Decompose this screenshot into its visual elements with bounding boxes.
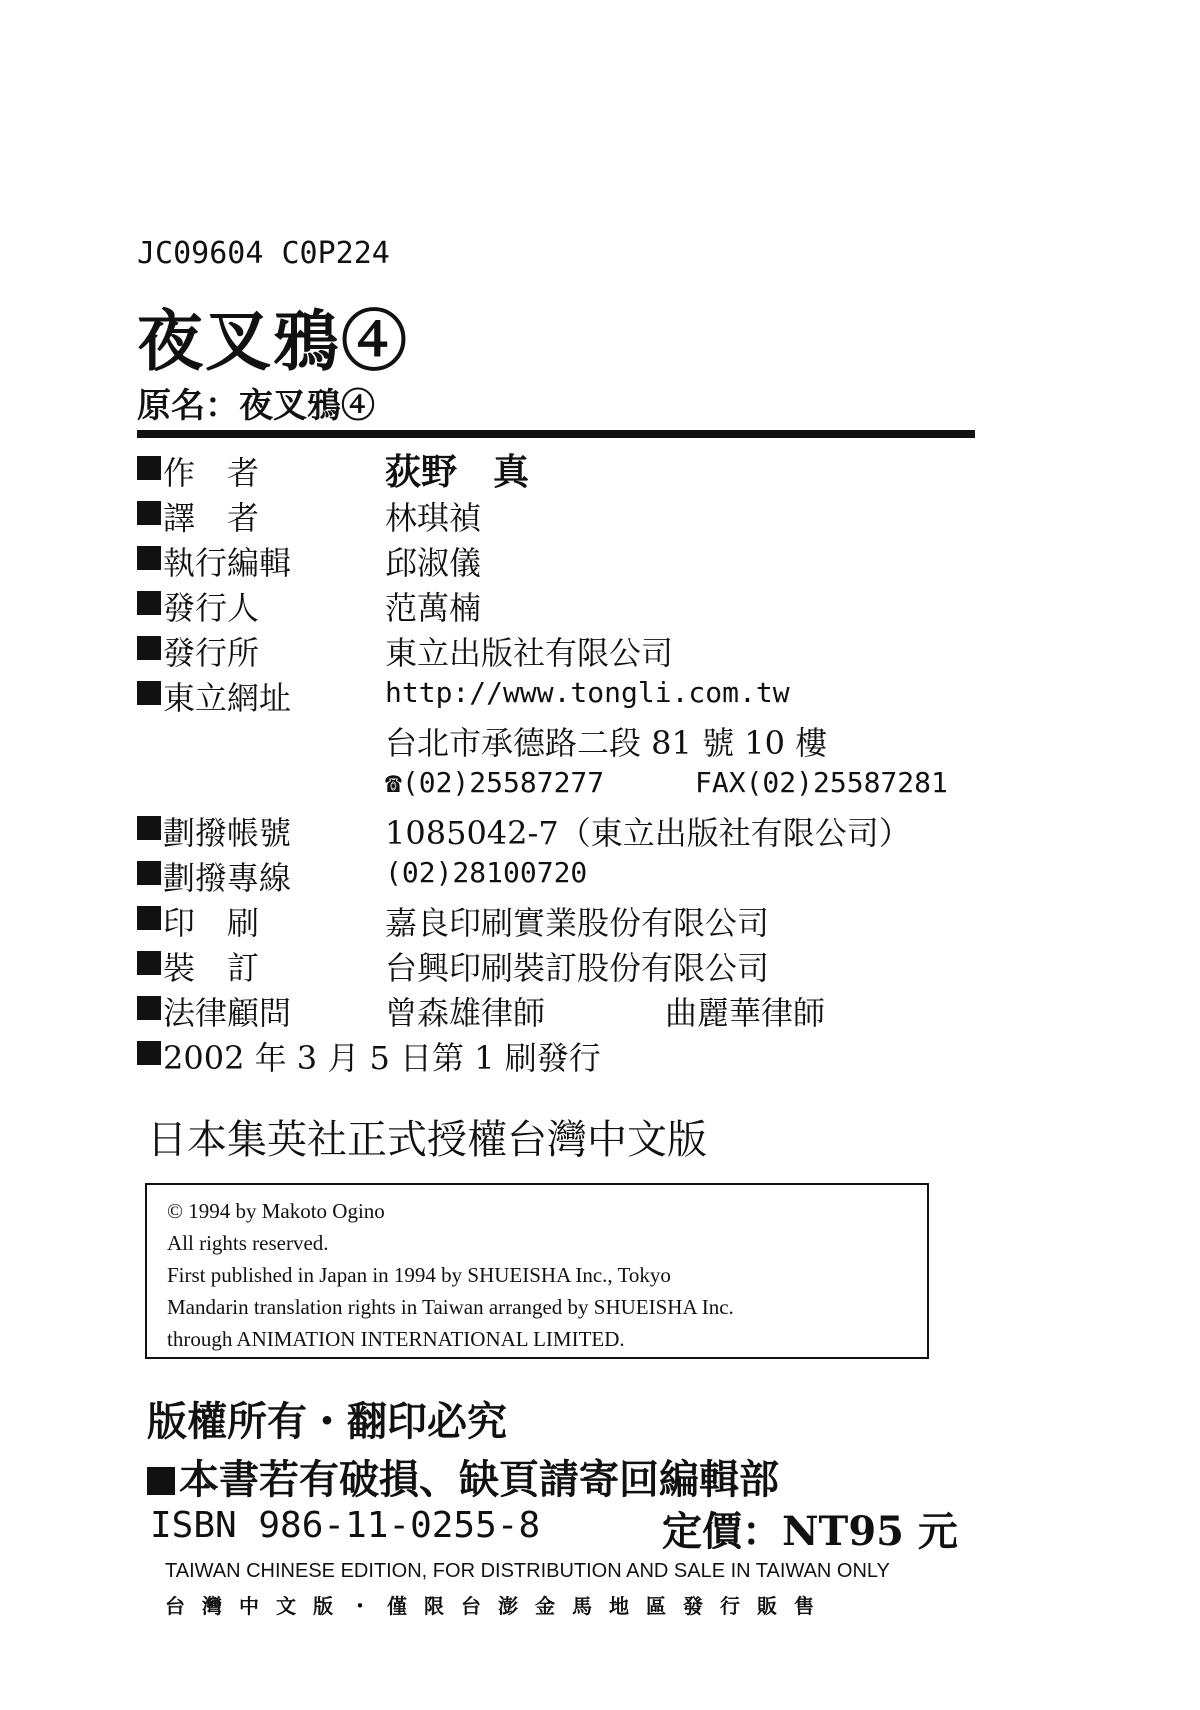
original-title: 原名：夜叉鴉④	[137, 386, 375, 426]
issue-date: 2002 年 3 月 5 日第 1 刷發行	[163, 1039, 601, 1077]
book-title: 夜叉鴉④	[137, 302, 409, 380]
credit-label: 劃撥專線	[163, 859, 292, 897]
printing-value: 嘉良印刷實業股份有限公司	[385, 904, 770, 942]
copyright-line: © 1994 by Makoto Ogino	[167, 1199, 385, 1223]
bullet-square	[137, 456, 161, 480]
credit-value: 東立出版社有限公司	[385, 634, 674, 672]
isbn: ISBN 986-11-0255-8	[150, 1505, 541, 1546]
credit-value: 荻野 真	[385, 451, 530, 493]
bullet-square	[137, 501, 161, 525]
credit-label: 作 者	[163, 454, 260, 492]
bullet-square	[137, 906, 161, 930]
credit-label: 印 刷	[163, 904, 260, 942]
credit-label: 裝 訂	[163, 949, 260, 987]
bullet-square	[137, 861, 161, 885]
copyright-line: First published in Japan in 1994 by SHUEISHA Inc., Tokyo	[167, 1263, 671, 1287]
legal-counsel-2: 曲麗華律師	[665, 994, 826, 1032]
bullet-square	[137, 1041, 161, 1065]
bullet-square	[137, 681, 161, 705]
copyright-line: All rights reserved.	[167, 1231, 329, 1255]
copyright-line: through ANIMATION INTERNATIONAL LIMITED.	[167, 1327, 625, 1351]
credit-label: 譯 者	[163, 499, 260, 537]
copyright-box	[145, 1183, 929, 1359]
authorization-statement: 日本集英社正式授權台灣中文版	[147, 1117, 707, 1163]
telephone: ☎(02)25587277	[385, 766, 605, 799]
distribution-notice-zh: 台灣中文版・僅限台澎金馬地區發行販售	[165, 1594, 831, 1618]
legal-counsel-1: 曾森雄律師	[385, 994, 546, 1032]
bullet-square	[147, 1467, 175, 1495]
price: 定價：NT95 元	[662, 1508, 958, 1555]
bullet-square	[137, 546, 161, 570]
credit-label: 執行編輯	[163, 544, 292, 582]
bullet-square	[137, 591, 161, 615]
bullet-square	[137, 816, 161, 840]
credit-label: 劃撥帳號	[163, 814, 292, 852]
rights-statement: 版權所有・翻印必究	[147, 1398, 507, 1445]
bullet-square	[137, 951, 161, 975]
catalog-code: JC09604 C0P224	[137, 236, 390, 271]
postal-account-value: 1085042-7（東立出版社有限公司）	[385, 814, 911, 852]
credit-value: 范萬楠	[385, 589, 482, 627]
damaged-notice	[147, 1448, 779, 1505]
fax-number: FAX(02)25587281	[695, 766, 948, 799]
damaged-notice-text: 本書若有破損、缺頁請寄回編輯部	[179, 1456, 779, 1503]
credit-label: 發行所	[163, 634, 260, 672]
copyright-line: Mandarin translation rights in Taiwan arranged by SHUEISHA Inc.	[167, 1295, 734, 1319]
bullet-square	[137, 996, 161, 1020]
credit-label: 發行人	[163, 589, 260, 627]
title-divider	[137, 430, 975, 438]
distribution-notice-en: TAIWAN CHINESE EDITION, FOR DISTRIBUTION AND SALE IN TAIWAN ONLY	[165, 1560, 890, 1582]
website-link[interactable]: http://www.tongli.com.tw	[385, 676, 790, 709]
postal-line-value: (02)28100720	[385, 856, 588, 889]
bullet-square	[137, 636, 161, 660]
credit-value: 邱淑儀	[385, 544, 482, 582]
binding-value: 台興印刷裝訂股份有限公司	[385, 949, 770, 987]
credit-value: 林琪禎	[385, 499, 482, 537]
credit-label: 東立網址	[163, 679, 292, 717]
address: 台北市承德路二段 81 號 10 樓	[385, 724, 828, 762]
credit-label: 法律顧問	[163, 994, 292, 1032]
